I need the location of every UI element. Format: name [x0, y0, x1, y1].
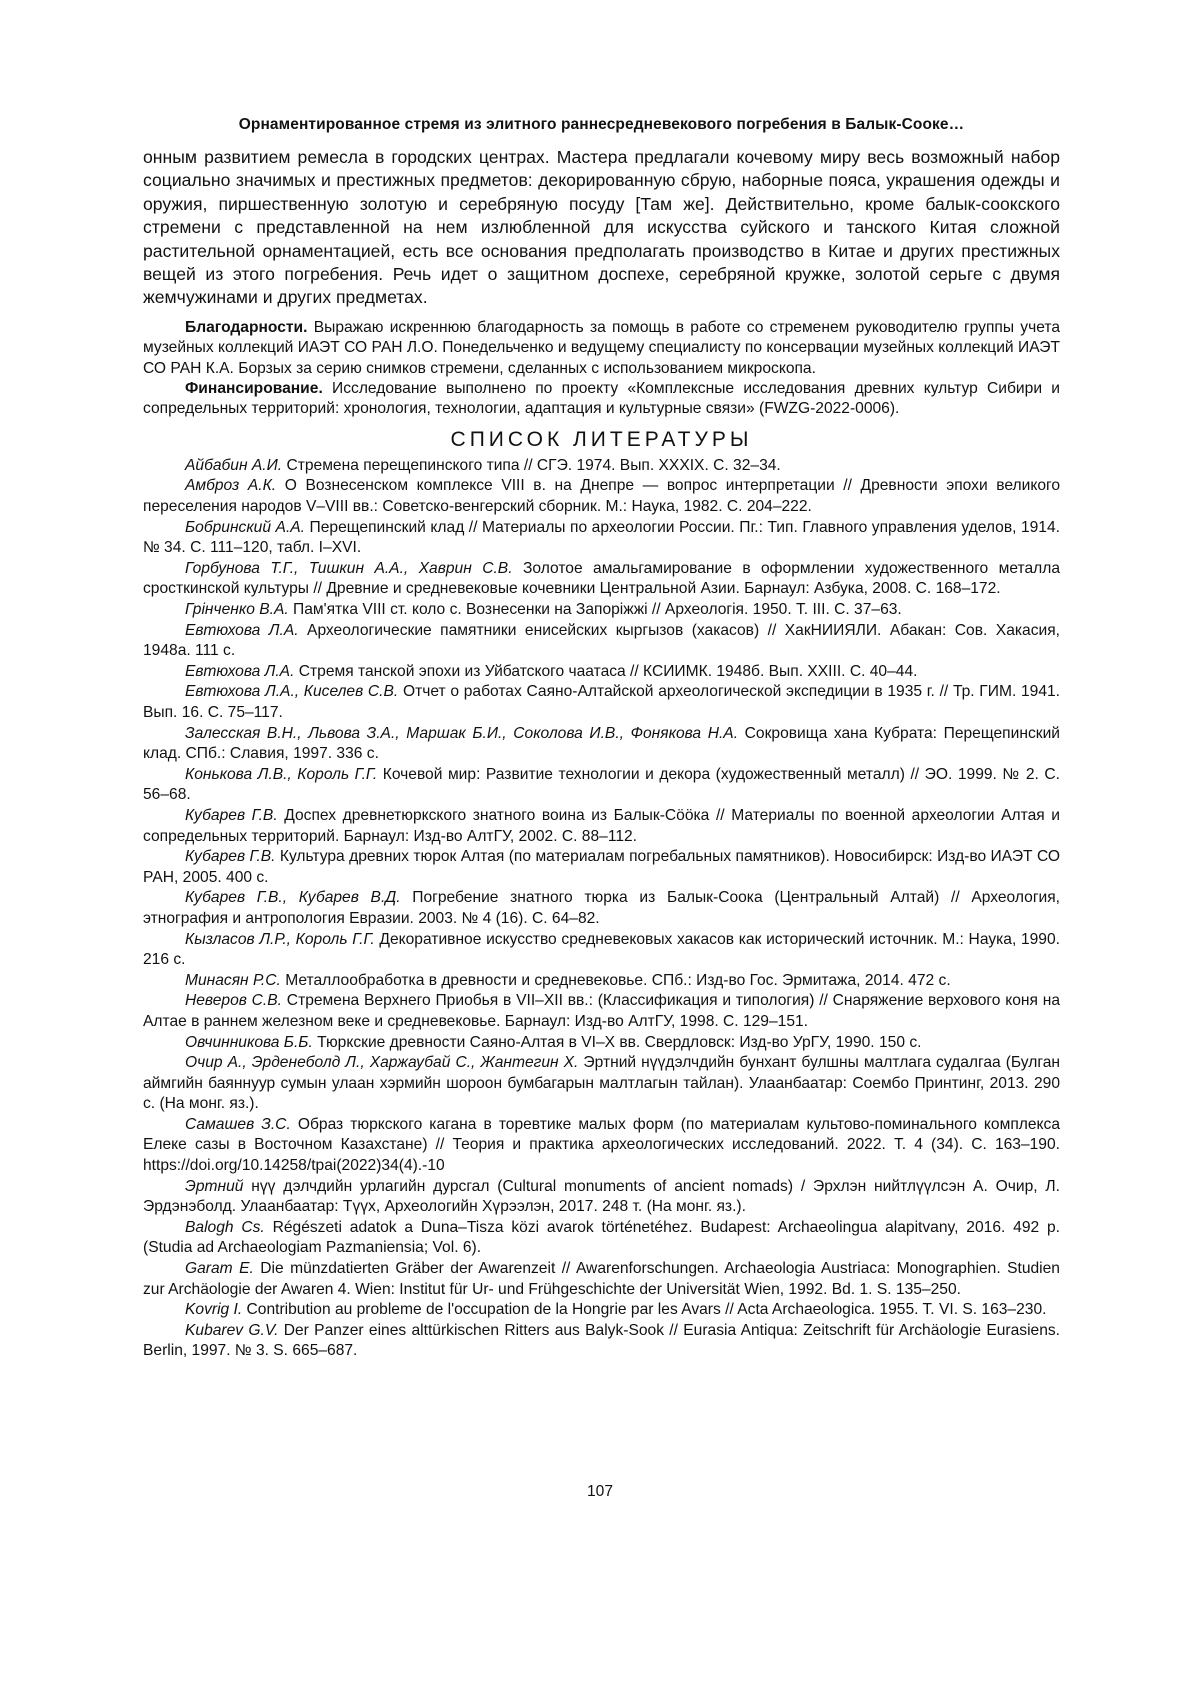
- references-list: [143, 456, 1060, 1362]
- reference-text: Сокровища хана Кубрата: Перещепинский клад. СПб.: Славия, 1997. 336 с.: [143, 724, 1060, 763]
- reference-author: Кубарев Г.В.: [185, 848, 276, 866]
- reference-text: Стремя танской эпохи из Уйбатского чаатаса // КСИИМК. 1948б. Вып. XXIII. С. 40–44.: [294, 662, 918, 680]
- reference-author: Евтюхова Л.А.: [185, 621, 299, 639]
- body-paragraph: онным развитием ремесла в городских центрах. Мастера предлагали кочевому миру весь возможный набор социально значимых и престижных предметов: декорированную сбрую, наборные пояса, украшения одежды и оружия, пиршественную золотую и серебряную посуду [Там же]. Действительно, кроме балык-соокского стремени с представленной на нем излюбленной для искусства суйского и танского Китая сложной растительной орнаментацией, есть все основания предполагать производство в Китае и других престижных вещей из этого погребения. Речь идет о защитном доспехе, серебряной кружке, золотой серьге с двумя жемчужинами и других предметах.: [143, 147, 1060, 308]
- reference-author: Garam E.: [185, 1260, 254, 1278]
- reference-entry: [143, 476, 1060, 517]
- reference-author: Минасян Р.С.: [185, 971, 281, 989]
- reference-text: Die münzdatierten Gräber der Awarenzeit // Awarenforschungen. Archaeologia Austriaca: Monographien. Studien zur Archäologie der Awaren 4. Wien: Institut für Ur- und Frühgeschichte der Universität Wien, 1992. Bd. 1. S. 135–250.: [143, 1260, 1060, 1298]
- reference-entry: [143, 765, 1060, 806]
- reference-author: Горбунова Т.Г., Тишкин А.А., Хаврин С.В.: [185, 559, 513, 577]
- reference-text: Погребение знатного тюрка из Балык-Соока (Центральный Алтай) // Археология, этнография и антропология Евразии. 2003. № 4 (16). С. 64–82.: [143, 889, 1061, 927]
- running-head: Орнаментированное стремя из элитного раннесредневекового погребения в Балык-Сооке…: [238, 116, 965, 133]
- reference-entry: [143, 888, 1060, 929]
- reference-author: Залесская В.Н., Львова З.А., Маршак Б.И., Соколова И.В., Фонякова Н.А.: [185, 724, 739, 742]
- reference-author: Кызласов Л.Р., Король Г.Г.: [185, 930, 375, 948]
- reference-entry: [143, 930, 1060, 971]
- acknowledgements-lead: Благодарности.: [185, 318, 308, 336]
- reference-text: Тюркские древности Саяно-Алтая в VI–X вв. Свердловск: Изд-во УрГУ, 1990. 150 с.: [312, 1033, 922, 1051]
- reference-author: Овчинникова Б.Б.: [185, 1033, 313, 1051]
- reference-author: Очир А., Эрденеболд Л., Харжаубай С., Жантегин Х.: [185, 1054, 579, 1072]
- reference-text: Образ тюркского кагана в торевтике малых форм (по материалам культово-поминального комплекса Елеке сазы в Восточном Казахстане) // Теория и практика археологических исследований. 2022. Т. 4 (34). С. 163–190. https://doi.org/10.14258/tpai(2022)34(4).-10: [143, 1115, 1060, 1175]
- reference-entry: [143, 1053, 1060, 1115]
- funding: [143, 379, 1060, 420]
- reference-entry: [143, 971, 1060, 992]
- reference-text: Пам'ятка VIII ст. коло с. Вознесенки на Запоріжжі // Археологія. 1950. Т. III. С. 37–63.: [288, 601, 902, 619]
- reference-text: нүү дэлчдийн урлагийн дурсгал (Cultural monuments of ancient nomads) / Эрхлэн нийтлүүлсэн А. Очир, Л. Эрдэнэболд. Улаанбаатар: Түүх, Археологийн Хүрээлэн, 2017. 248 т. (На монг. яз.).: [143, 1177, 1060, 1216]
- page-content: [143, 116, 1060, 1362]
- reference-entry: [143, 1115, 1060, 1177]
- acknowledgements: [143, 318, 1060, 379]
- reference-text: Золотое амальгамирование в оформлении художественного металла сросткинской культуры // Древние и средневековые кочевники Центральной Азии. Барнаул: Азбука, 2008. С. 168–172.: [143, 559, 1061, 598]
- reference-text: Contribution au probleme de l'occupation de la Hongrie par les Avars // Acta Archaeologica. 1955. T. VI. S. 163–230.: [242, 1301, 1047, 1319]
- reference-entry: [143, 847, 1060, 888]
- reference-author: Kovrig I.: [185, 1301, 243, 1319]
- reference-entry: [143, 1259, 1060, 1300]
- reference-author: Евтюхова Л.А.: [185, 662, 295, 680]
- reference-entry: [143, 724, 1060, 765]
- reference-author: Евтюхова Л.А., Киселев С.В.: [185, 683, 399, 701]
- reference-author: Кубарев Г.В., Кубарев В.Д.: [185, 889, 401, 907]
- reference-text: Régészeti adatok a Duna–Tisza közi avarok történetéhez. Budapest: Archaeolingua alapitvany, 2016. 492 p. (Studia ad Archaeologiam Pazmaniensia; Vol. 6).: [143, 1218, 1060, 1257]
- reference-author: Амброз А.К.: [185, 477, 277, 495]
- reference-entry: [143, 600, 1060, 621]
- reference-text: Кочевой мир: Развитие технологии и декора (художественный металл) // ЭО. 1999. № 2. С. 56–68.: [143, 765, 1060, 804]
- page-number: 107: [586, 1483, 614, 1500]
- reference-author: Kubarev G.V.: [185, 1321, 279, 1339]
- funding-lead: Финансирование.: [185, 380, 323, 398]
- reference-text: Металлообработка в древности и средневековье. СПб.: Изд-во Гос. Эрмитажа, 2014. 472 с.: [280, 971, 951, 989]
- reference-author: Конькова Л.В., Король Г.Г.: [185, 765, 378, 783]
- reference-text: О Вознесенском комплексе VIII в. на Днепре — вопрос интерпретации // Древности эпохи великого переселения народов V–VIII вв.: Советско-венгерский сборник. М.: Наука, 1982. С. 204–222.: [143, 477, 1061, 516]
- reference-text: Стремена Верхнего Приобья в VII–XII вв.: (Классификация и типология) // Снаряжение верхового коня на Алтае в раннем железном веке и средневековье. Барнаул: Изд-во АлтГУ, 1998. С. 129–151.: [143, 992, 1060, 1030]
- reference-author: Грінченко В.А.: [185, 601, 289, 619]
- acknowledgements-text: Выражаю искреннюю благодарность за помощь в работе со стременем руководителю группы учета музейных коллекций ИАЭТ СО РАН Л.О. Понедельченко и ведущему специалисту по консервации музейных коллекций ИАЭТ СО РАН К.А. Борзых за серию снимков стремени, сделанных с использованием микроскопа.: [143, 318, 1060, 377]
- reference-entry: [143, 456, 1060, 477]
- reference-entry: [143, 1177, 1060, 1218]
- reference-entry: [143, 1218, 1060, 1259]
- references-title: СПИСОК ЛИТЕРАТУРЫ: [450, 427, 753, 451]
- reference-author: Самашев З.С.: [185, 1115, 291, 1133]
- reference-entry: [143, 662, 1060, 683]
- funding-text: Исследование выполнено по проекту «Комплексные исследования древних культур Сибири и сопредельных территорий: хронология, технологии, адаптация и культурные связи» (FWZG-2022-0006).: [143, 380, 1060, 418]
- reference-entry: [143, 559, 1060, 600]
- reference-author: Бобринский А.А.: [185, 518, 306, 536]
- reference-entry: [143, 518, 1060, 559]
- reference-text: Der Panzer eines alttürkischen Ritters aus Balyk-Sook // Eurasia Antiqua: Zeitschrift für Archäologie Eurasiens. Berlin, 1997. № 3. S. 665–687.: [143, 1321, 1061, 1360]
- reference-entry: [143, 1300, 1060, 1321]
- reference-author: Эртний: [185, 1177, 244, 1195]
- reference-text: Перещепинский клад // Материалы по археологии России. Пг.: Тип. Главного управления уделов, 1914. № 34. С. 111–120, табл. I–XVI.: [143, 518, 1060, 557]
- reference-text: Доспех древнетюркского знатного воина из Балык-Сööка // Материалы по военной археологии Алтая и сопредельных территорий. Барнаул: Изд-во АлтГУ, 2002. С. 88–112.: [143, 806, 1060, 845]
- reference-text: Культура древних тюрок Алтая (по материалам погребальных памятников). Новосибирск: Изд-во ИАЭТ СО РАН, 2005. 400 с.: [143, 848, 1060, 886]
- reference-entry: [143, 806, 1060, 847]
- reference-text: Стремена перещепинского типа // СГЭ. 1974. Вып. XXXIX. С. 32–34.: [282, 456, 781, 474]
- reference-text: Археологические памятники енисейских кыргызов (хакасов) // ХакНИИЯЛИ. Абакан: Сов. Хакасия, 1948а. 111 с.: [143, 621, 1060, 660]
- reference-text: Эртний нүүдэлчдийн бунхант булшны малтлага судалгаа (Булган аймгийн баяннуур сумын улаан хэрмийн шороон бумбагарын малтлагын тайлан). Улаанбаатар: Соембо Принтинг, 2013. 290 с. (На монг. яз.).: [143, 1054, 1060, 1113]
- reference-entry: [143, 1321, 1060, 1362]
- reference-entry: [143, 682, 1060, 723]
- reference-author: Balogh Cs.: [185, 1218, 265, 1236]
- reference-author: Неверов С.В.: [185, 992, 283, 1010]
- reference-entry: [143, 621, 1060, 662]
- reference-entry: [143, 991, 1060, 1032]
- reference-entry: [143, 1033, 1060, 1054]
- reference-author: Айбабин А.И.: [185, 456, 283, 474]
- reference-text: Отчет о работах Саяно-Алтайской археологической экспедиции в 1935 г. // Тр. ГИМ. 1941. Вып. 16. С. 75–117.: [143, 683, 1060, 721]
- reference-text: Декоративное искусство средневековых хакасов как исторический источник. М.: Наука, 1990. 216 с.: [143, 930, 1060, 969]
- reference-author: Кубарев Г.В.: [185, 806, 278, 824]
